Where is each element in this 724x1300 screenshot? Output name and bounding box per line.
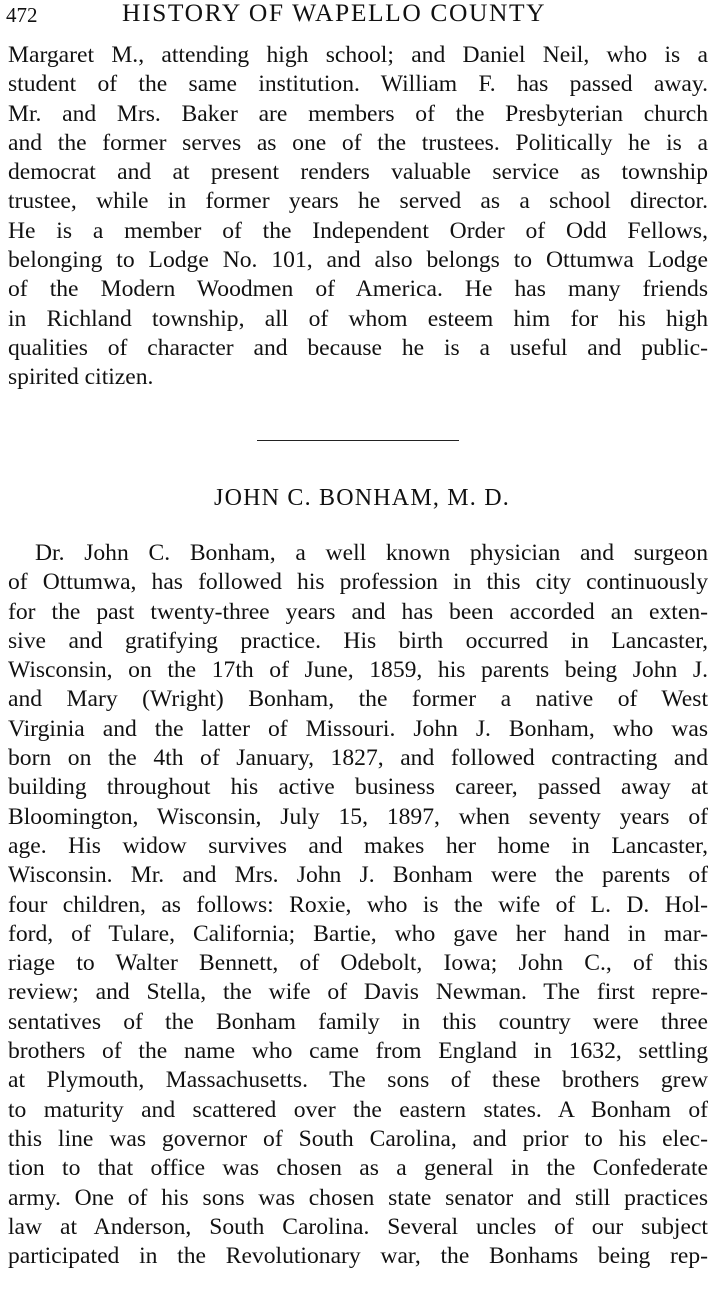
text-line: at Plymouth, Massachusetts. The sons of these brothers grew xyxy=(8,1067,708,1094)
text-line: and Mary (Wright) Bonham, the former a native of West xyxy=(8,686,708,713)
text-line: riage to Walter Bennett, of Odebolt, Iowa; John C., of this xyxy=(8,950,708,977)
text-line: Margaret M., attending high school; and Daniel Neil, who is a xyxy=(8,42,708,68)
text-line: to maturity and scattered over the eastern states. A Bonham of xyxy=(8,1096,708,1123)
text-line: sentatives of the Bonham family in this country were three xyxy=(8,1008,708,1035)
page-number: 472 xyxy=(6,3,38,27)
text-line: spirited citizen. xyxy=(8,364,154,391)
section-divider-rule xyxy=(257,440,459,441)
text-line: law at Anderson, South Carolina. Several uncles of our subject xyxy=(8,1213,708,1240)
section-heading: JOHN C. BONHAM, M. D. xyxy=(214,485,510,511)
text-line: Wisconsin, on the 17th of June, 1859, his parents being John J. xyxy=(8,657,708,684)
text-line: trustee, while in former years he served as a school director. xyxy=(8,188,708,215)
text-line: tion to that office was chosen as a general in the Confederate xyxy=(8,1155,708,1182)
text-line: Mr. and Mrs. Baker are members of the Presbyterian church xyxy=(8,100,708,127)
text-line: review; and Stella, the wife of Davis Newman. The first repre- xyxy=(8,979,708,1006)
running-title: HISTORY OF WAPELLO COUNTY xyxy=(122,0,547,27)
text-line: participated in the Revolutionary war, the Bonhams being rep- xyxy=(8,1243,708,1270)
text-line: army. One of his sons was chosen state senator and still practices xyxy=(8,1184,708,1211)
text-line: ford, of Tulare, California; Bartie, who gave her hand in mar- xyxy=(8,920,708,947)
text-line: born on the 4th of January, 1827, and followed contracting and xyxy=(8,745,708,772)
text-line: and the former serves as one of the trustees. Politically he is a xyxy=(8,129,708,156)
section-paragraph xyxy=(8,539,708,1271)
text-line: Virginia and the latter of Missouri. John J. Bonham, who was xyxy=(8,715,708,742)
text-line: He is a member of the Independent Order of Odd Fellows, xyxy=(8,217,708,244)
text-line: in Richland township, all of whom esteem him for his high xyxy=(8,305,708,332)
text-line: student of the same institution. William F. has passed away. xyxy=(8,71,708,98)
text-line: for the past twenty-three years and has been accorded an exten- xyxy=(8,598,708,625)
text-line: of the Modern Woodmen of America. He has many friends xyxy=(8,276,708,303)
text-line: Bloomington, Wisconsin, July 15, 1897, when seventy years of xyxy=(8,803,708,830)
text-line: building throughout his active business career, passed away at xyxy=(8,774,708,801)
running-head xyxy=(6,0,706,30)
text-line: sive and gratifying practice. His birth occurred in Lancaster, xyxy=(8,627,708,654)
text-line: four children, as follows: Roxie, who is the wife of L. D. Hol- xyxy=(8,891,708,918)
text-line: brothers of the name who came from England in 1632, settling xyxy=(8,1038,708,1065)
text-line: age. His widow survives and makes her home in Lancaster, xyxy=(8,832,708,859)
text-line: belonging to Lodge No. 101, and also belongs to Ottumwa Lodge xyxy=(8,247,708,274)
continued-paragraph xyxy=(8,41,708,393)
text-line: this line was governor of South Carolina, and prior to his elec- xyxy=(8,1125,708,1152)
text-line: Wisconsin. Mr. and Mrs. John J. Bonham were the parents of xyxy=(8,862,708,889)
text-line: of Ottumwa, has followed his profession in this city continuously xyxy=(8,569,708,596)
text-line: democrat and at present renders valuable service as township xyxy=(8,159,708,186)
text-line: qualities of character and because he is a useful and public- xyxy=(8,334,708,361)
text-line: Dr. John C. Bonham, a well known physician and surgeon xyxy=(35,540,708,566)
